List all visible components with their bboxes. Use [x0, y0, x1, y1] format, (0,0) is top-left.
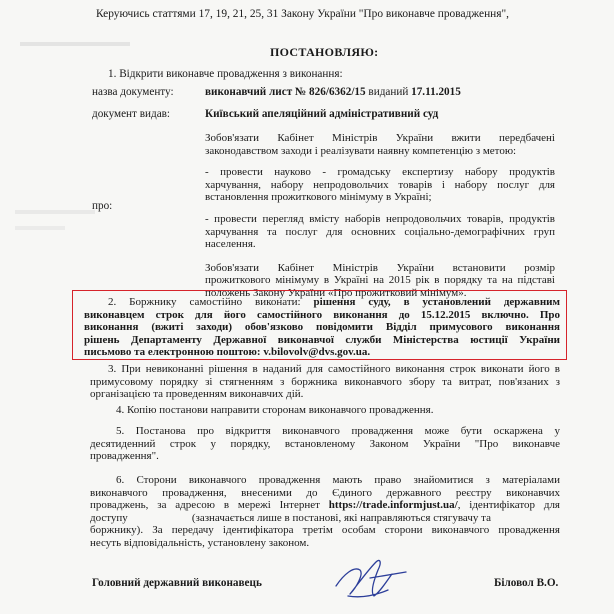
- access-label: доступу: [90, 511, 128, 524]
- doc-name-value: [205, 86, 461, 98]
- doc-name-label: назва документу:: [92, 86, 174, 98]
- item6-line: несуть відповідальність, установлену законом.: [90, 536, 310, 549]
- doc-number: виконавчий лист № 826/6362/15: [205, 86, 366, 98]
- about-line: - провести перегляд вмісту наборів непродовольчих товарів, продуктів: [205, 212, 555, 225]
- item2-line: виконання (вжиті заходи) обов'язково повідомити Відділ примусового виконання: [84, 321, 560, 334]
- item2-line: [84, 296, 560, 309]
- registry-link[interactable]: https://trade.informjust.ua/: [328, 499, 458, 512]
- about-line: харчування та послуг для основних соціально-демографічних груп: [205, 225, 555, 238]
- about-line: Зобов'язати Кабінет Міністрів України вжити передбачені: [205, 132, 555, 144]
- intro-line: Керуючись статтями 17, 19, 21, 25, 31 Закону України "Про виконавче провадження",: [96, 8, 510, 20]
- item6-line: виконавчого провадження, внесеними до Єдиного державного реєстру виконавчих: [90, 486, 560, 499]
- item6-address-prefix: проваджень, за адресою в мережі Інтернет: [90, 499, 329, 512]
- about-line: положень Закону України «Про прожитковий мінімум».: [205, 286, 467, 299]
- bleed-through-mark: [15, 210, 95, 214]
- item6-line: [90, 512, 560, 525]
- issuer-value: Київський апеляційний адміністративний суд: [205, 108, 439, 120]
- item5-line: 5. Постанова про відкриття виконавчого провадження може бути оскаржена у: [116, 425, 560, 437]
- item2-bold-start: рішення суду, в установлений державним: [313, 296, 560, 308]
- item6-block: [90, 474, 560, 550]
- bleed-through-mark: [15, 226, 65, 230]
- about-line: харчування, набору непродовольчих товарів і набору послуг для: [205, 178, 555, 191]
- item2-block: [84, 296, 560, 359]
- doc-issued-word: виданий: [365, 86, 412, 98]
- item2-line: виконавцем строк для його самостійного виконання до 15.12.2015 включно. Про: [84, 308, 560, 321]
- item3-block: [90, 363, 560, 401]
- resolution-heading: ПОСТАНОВЛЯЮ:: [270, 45, 379, 59]
- about-line: - провести науково - громадську експертизу набору продуктів: [205, 166, 555, 179]
- item5-block: [90, 425, 560, 463]
- issuer-label: документ видав:: [92, 108, 171, 120]
- about-label: про:: [92, 200, 113, 212]
- item6-line: боржнику). За передачу ідентифікатора третім особам сторони виконавчого провадження: [90, 524, 560, 537]
- item6-line: 6. Сторони виконавчого провадження мають право знайомитися з матеріалами: [116, 474, 560, 486]
- item3-line: 3. При невиконанні рішення в наданий для самостійного виконання строк виконати його в: [108, 363, 560, 375]
- about-line: прожиткового мінімуму в Україні на 2015 рік в порядку та на підставі: [205, 274, 555, 287]
- item6-access-note: (зазначається лише в постанові, які направляються стягувачу та: [191, 511, 491, 524]
- item5-line: десятиденний строк у порядку, встановленому Законом України "Про виконавче: [90, 437, 560, 450]
- item2-line: письмово та електронною поштою: v.bilovolv@dvs.gov.ua.: [84, 346, 371, 359]
- signer-name: Біловол В.О.: [494, 577, 559, 589]
- doc-date: 17.11.2015: [411, 86, 461, 98]
- handwritten-signature: [330, 552, 410, 602]
- item6-line: [90, 499, 560, 512]
- about-line: Зобов'язати Кабінет Міністрів України встановити розмір: [205, 261, 555, 274]
- item3-line: організацією та проведенням виконавчих дій.: [90, 388, 304, 401]
- item5-line: провадження".: [90, 450, 159, 463]
- signer-position: Головний державний виконавець: [92, 577, 262, 589]
- about-line: встановлення прожиткового мінімуму в Україні;: [205, 191, 432, 204]
- item2-prefix: 2. Боржнику самостійно виконати:: [108, 296, 314, 308]
- item6-address-suffix: , ідентифікатор для: [457, 499, 560, 512]
- about-block: [205, 132, 555, 300]
- item4-line: 4. Копію постанови направити сторонам виконавчого провадження.: [116, 404, 434, 416]
- item2-line: рішень Департаменту Державної виконавчої служби Міністерства юстиції України: [84, 333, 560, 346]
- bleed-through-mark: [20, 42, 130, 46]
- about-line: населення.: [205, 238, 256, 251]
- item1-text: 1. Відкрити виконавче провадження з виконання:: [108, 68, 343, 80]
- item3-line: примусовому порядку зі стягненням з боржника виконавчого збору та витрат, пов'язаних з: [90, 375, 560, 388]
- about-line: законодавством заходи і реалізувати наявну компетенцію з метою:: [205, 144, 517, 157]
